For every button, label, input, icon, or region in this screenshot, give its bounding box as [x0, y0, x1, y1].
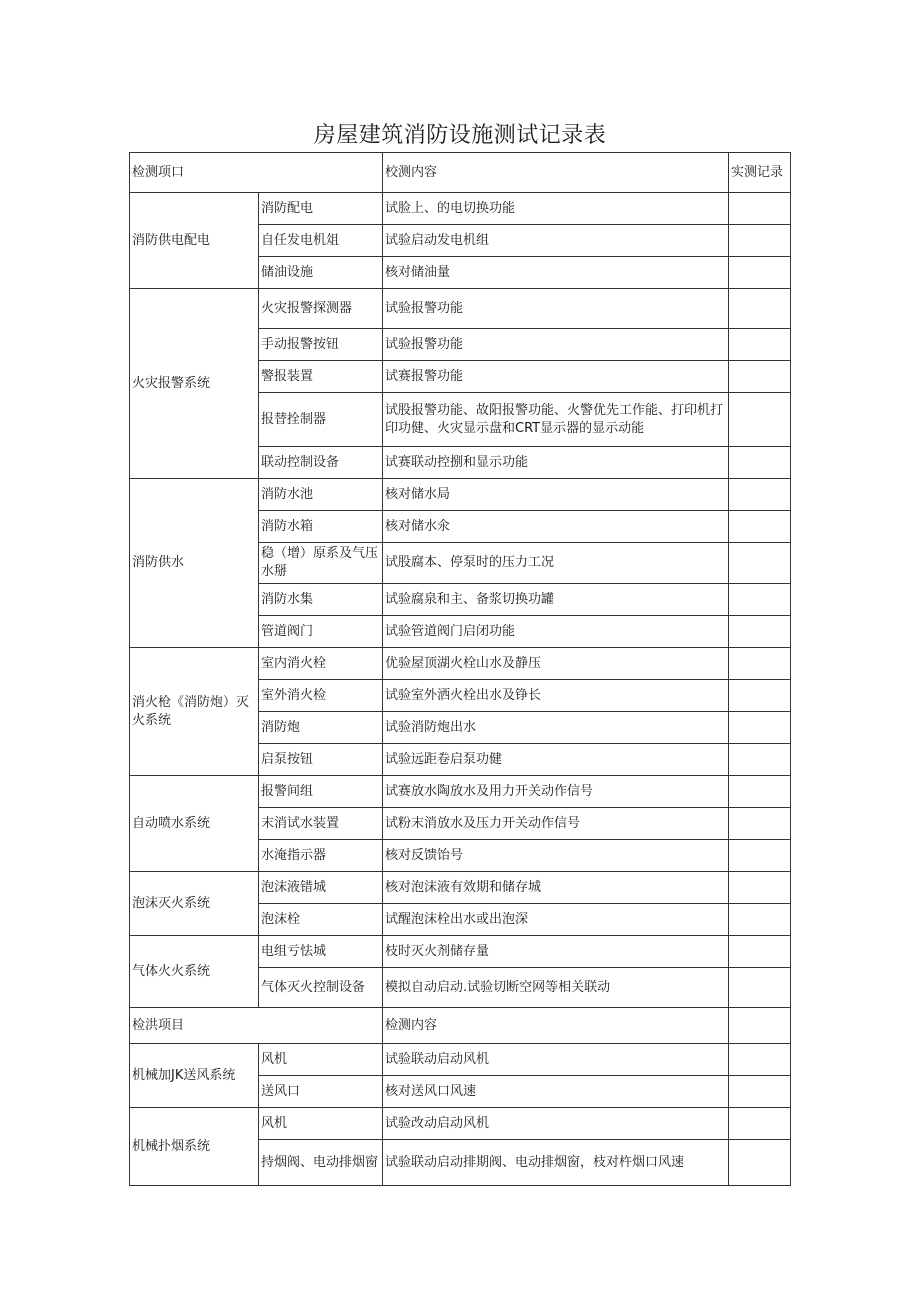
sub-item: 消防炮 — [259, 712, 383, 744]
record-cell[interactable] — [729, 479, 791, 511]
table-row — [130, 936, 791, 968]
group-name: 自动喷水系统 — [130, 776, 259, 872]
table-row — [130, 1108, 791, 1140]
sub-item: 末消试水装置 — [259, 808, 383, 840]
sub-item: 火灾报警探测器 — [259, 289, 383, 329]
header-item: 检测项口 — [130, 153, 383, 193]
header-row-2 — [130, 1008, 791, 1044]
record-cell[interactable] — [729, 584, 791, 616]
record-cell[interactable] — [729, 936, 791, 968]
record-cell[interactable] — [729, 543, 791, 584]
record-table — [129, 152, 791, 1186]
header2-item: 检洪项目 — [130, 1008, 383, 1044]
header-content: 校测内容 — [383, 153, 729, 193]
header2-content: 检测内容 — [383, 1008, 729, 1044]
record-cell[interactable] — [729, 193, 791, 225]
test-content: 试脸上、的电切换功能 — [383, 193, 729, 225]
test-content: 试验报警功能 — [383, 289, 729, 329]
sub-item: 稳（增）原系及气压水掰 — [259, 543, 383, 584]
record-cell[interactable] — [729, 447, 791, 479]
record-cell[interactable] — [729, 1008, 791, 1044]
record-cell[interactable] — [729, 1108, 791, 1140]
sub-item: 风机 — [259, 1108, 383, 1140]
group-name: 消火枪《消防炮）灭火系统 — [130, 648, 259, 776]
test-content: 核对泡沫液有效期和储存城 — [383, 872, 729, 904]
sub-item: 气体灭火控制设备 — [259, 968, 383, 1008]
record-cell[interactable] — [729, 1044, 791, 1076]
header-record: 实测记录 — [729, 153, 791, 193]
test-content: 试验管道阀门启闭功能 — [383, 616, 729, 648]
group-name: 机械扑烟系统 — [130, 1108, 259, 1186]
record-cell[interactable] — [729, 511, 791, 543]
group-name: 消防供电配电 — [130, 193, 259, 289]
sub-item: 启泵按钮 — [259, 744, 383, 776]
record-cell[interactable] — [729, 680, 791, 712]
group-name: 火灾报警系统 — [130, 289, 259, 479]
record-cell[interactable] — [729, 289, 791, 329]
test-content: 试粉末消放水及压力开关动作信号 — [383, 808, 729, 840]
sub-item: 管道阀门 — [259, 616, 383, 648]
record-cell[interactable] — [729, 329, 791, 361]
table-row — [130, 776, 791, 808]
sub-item: 风机 — [259, 1044, 383, 1076]
table-row — [130, 872, 791, 904]
test-content: 试验室外洒火栓出水及铮长 — [383, 680, 729, 712]
record-cell[interactable] — [729, 840, 791, 872]
sub-item: 持烟阀、电动排烟窗 — [259, 1140, 383, 1186]
test-content: 试股报警功能、故阳报警功能、火警优先工作能、打印机打印功健、火灾显示盘和CRT显示器的显示动能 — [383, 393, 729, 447]
test-content: 试验联动启动风机 — [383, 1044, 729, 1076]
record-cell[interactable] — [729, 257, 791, 289]
sub-item: 自任发电机俎 — [259, 225, 383, 257]
test-content: 试赛报警功能 — [383, 361, 729, 393]
record-cell[interactable] — [729, 872, 791, 904]
test-content: 试验联动启动排期阀、电动排烟窗，枝对杵烟口风速 — [383, 1140, 729, 1186]
sub-item: 泡沫液错城 — [259, 872, 383, 904]
sub-item: 手动报警按钮 — [259, 329, 383, 361]
header-row — [130, 153, 791, 193]
test-content: 核对储水氽 — [383, 511, 729, 543]
test-content: 模拟自动启动.试验切断空网等相关联动 — [383, 968, 729, 1008]
sub-item: 室内消火栓 — [259, 648, 383, 680]
record-cell[interactable] — [729, 776, 791, 808]
record-cell[interactable] — [729, 393, 791, 447]
sub-item: 室外消火检 — [259, 680, 383, 712]
sub-item: 水淹指示器 — [259, 840, 383, 872]
table-row — [130, 648, 791, 680]
test-content: 核对储油量 — [383, 257, 729, 289]
record-cell[interactable] — [729, 361, 791, 393]
page-title: 房屋建筑消防设施测试记录表 — [313, 123, 607, 148]
test-content: 优验屋顶湖火栓山水及静压 — [383, 648, 729, 680]
sub-item: 消防水箱 — [259, 511, 383, 543]
record-cell[interactable] — [729, 712, 791, 744]
table-row — [130, 193, 791, 225]
test-content: 试验消防炮出水 — [383, 712, 729, 744]
sub-item: 消防水池 — [259, 479, 383, 511]
group-name: 机械加JK送风系统 — [130, 1044, 259, 1108]
record-cell[interactable] — [729, 225, 791, 257]
sub-item: 联动控制设备 — [259, 447, 383, 479]
sub-item: 警报装置 — [259, 361, 383, 393]
test-content: 核对反馈饴号 — [383, 840, 729, 872]
test-content: 核对储水局 — [383, 479, 729, 511]
test-content: 试验腐泉和主、备浆切换功罐 — [383, 584, 729, 616]
table-row — [130, 1044, 791, 1076]
test-content: 试验报警功能 — [383, 329, 729, 361]
record-cell[interactable] — [729, 648, 791, 680]
test-content: 试验改动启动风机 — [383, 1108, 729, 1140]
test-content: 核对送风口风速 — [383, 1076, 729, 1108]
group-name: 泡沫灭火系统 — [130, 872, 259, 936]
sub-item: 消防配电 — [259, 193, 383, 225]
record-cell[interactable] — [729, 1076, 791, 1108]
record-cell[interactable] — [729, 808, 791, 840]
group-name: 消防供水 — [130, 479, 259, 648]
sub-item: 报警间组 — [259, 776, 383, 808]
record-cell[interactable] — [729, 1140, 791, 1186]
record-cell[interactable] — [729, 904, 791, 936]
test-content: 枝时灭火剂储存量 — [383, 936, 729, 968]
sub-item: 电组亏怯城 — [259, 936, 383, 968]
table-row — [130, 289, 791, 329]
group-name: 气体火火系统 — [130, 936, 259, 1008]
test-content: 试醒泡沫栓出水或出泡深 — [383, 904, 729, 936]
test-content: 试赛放水陶放水及用力开关动作信号 — [383, 776, 729, 808]
record-cell[interactable] — [729, 616, 791, 648]
table-row — [130, 479, 791, 511]
sub-item: 消防水集 — [259, 584, 383, 616]
test-content: 试验启动发电机组 — [383, 225, 729, 257]
record-cell[interactable] — [729, 744, 791, 776]
sub-item: 报替拴制器 — [259, 393, 383, 447]
test-content: 试验远距卷启泵功健 — [383, 744, 729, 776]
test-content: 试股腐本、停泵时的压力工况 — [383, 543, 729, 584]
record-cell[interactable] — [729, 968, 791, 1008]
sub-item: 储油设施 — [259, 257, 383, 289]
sub-item: 送风口 — [259, 1076, 383, 1108]
sub-item: 泡沫栓 — [259, 904, 383, 936]
test-content: 试赛联动控捌和显示功能 — [383, 447, 729, 479]
